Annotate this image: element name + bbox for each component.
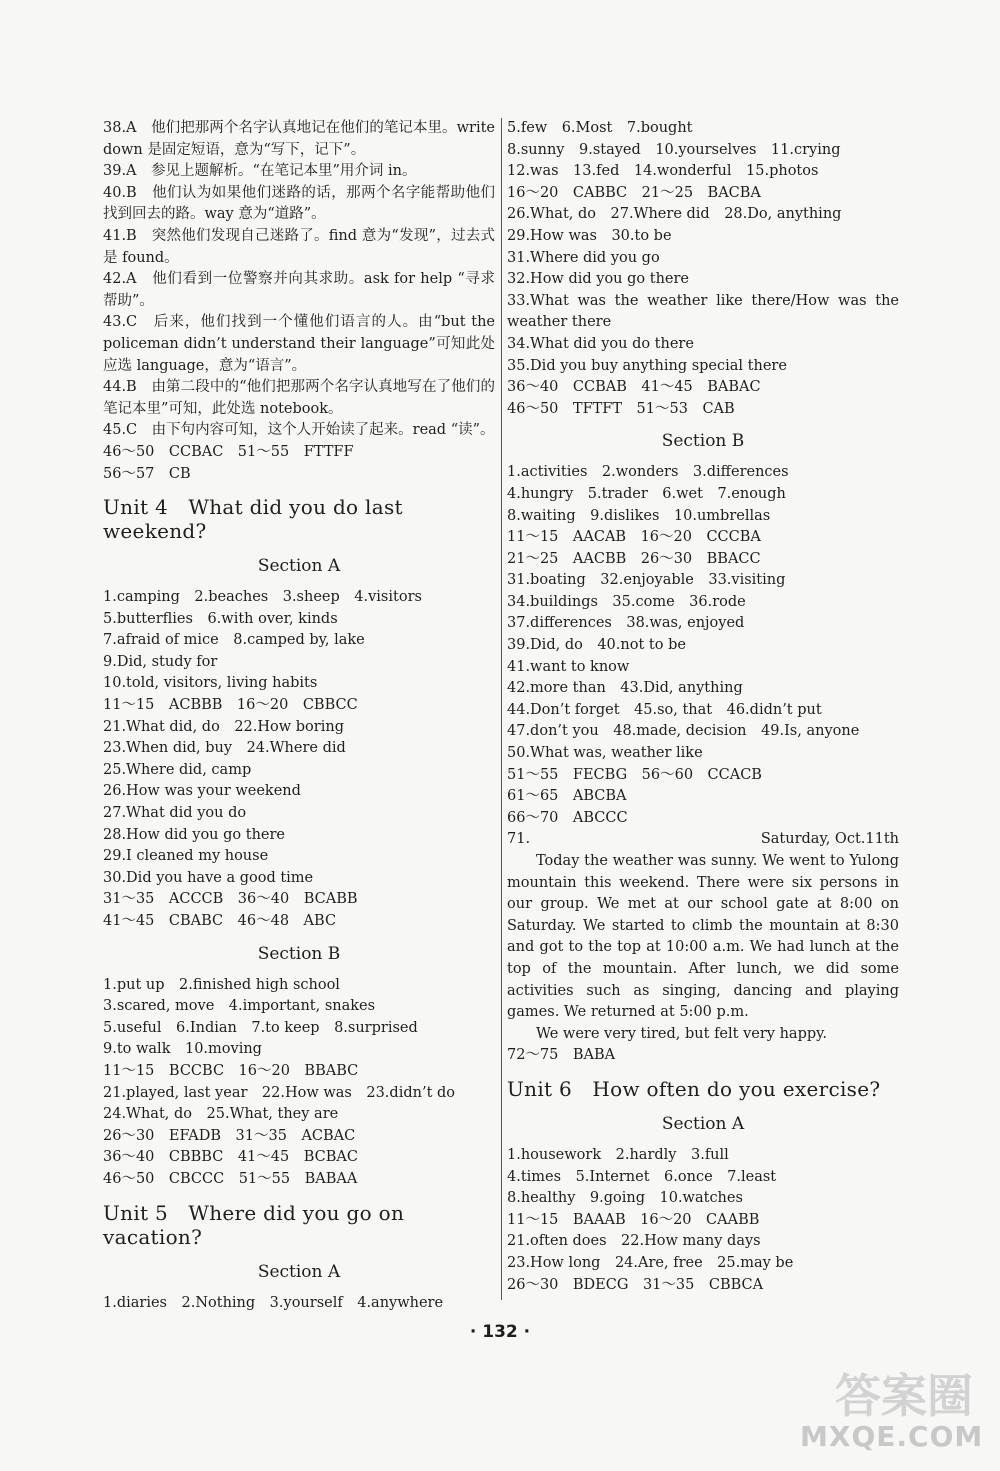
answer-explanations xyxy=(103,118,495,442)
answer-line: 23.When did, buy 24.Where did xyxy=(103,740,346,757)
question-71-label: 71. xyxy=(507,831,531,848)
answer-line: 72～75 BABA xyxy=(507,1047,616,1064)
page-number: · 132 · xyxy=(469,1322,531,1342)
unit-6-section-a-answers xyxy=(507,1145,899,1296)
answer-line: 25.Where did, camp xyxy=(103,761,252,778)
answer-line: 10.told, visitors, living habits xyxy=(103,675,318,692)
unit-4-title: Unit 4 What did you do last weekend? xyxy=(103,495,403,544)
answer-line: 30.Did you have a good time xyxy=(103,869,314,886)
answer-line: 11～15 BCCBC 16～20 BBABC xyxy=(103,1062,359,1079)
answer-line: 4.hungry 5.trader 6.wet 7.enough xyxy=(507,485,786,502)
answer-line: 4.times 5.Internet 6.once 7.least xyxy=(507,1168,777,1185)
answer-line: 26～30 EFADB 31～35 ACBAC xyxy=(103,1127,356,1144)
answer-line: 41～45 CBABC 46～48 ABC xyxy=(103,913,337,929)
unit-5-section-a-answers-continued xyxy=(507,118,899,420)
question-71-paragraph-1: Today the weather was sunny. We went to Yulong mountain this weekend. There were six persons in our group. We met at our school gate at 8:00 on Saturday. We started to climb the mountain at 8:30 and got to the top at 10:00 a.m. We had lunch at the top of the mountain. After lunch, we did some activities such as singing, dancing and playing games. We returned at 5:00 p.m. xyxy=(507,853,899,1021)
answer-line: 37.differences 38.was, enjoyed xyxy=(507,615,745,632)
answer-line: 43.C 后来，他们找到一个懂他们语言的人。由“but the policeman didn’t understand their language”可知此处应选 language，意为“语言”。 xyxy=(103,314,495,374)
answer-line: 46～50 CBCCC 51～55 BABAA xyxy=(103,1170,358,1187)
answer-line: 28.How did you go there xyxy=(103,826,286,843)
answer-line: 31.boating 32.enjoyable 33.visiting xyxy=(507,572,786,589)
answer-line: 7.afraid of mice 8.camped by, lake xyxy=(103,632,365,649)
answer-line: 41.B 突然他们发现自己迷路了。find 意为“发现”，过去式是 found。 xyxy=(103,227,495,266)
answer-line: 61～65 ABCBA xyxy=(507,788,627,805)
answer-line: 8.healthy 9.going 10.watches xyxy=(507,1190,743,1207)
answer-line: 39.Did, do 40.not to be xyxy=(507,637,686,654)
answer-line: 29.I cleaned my house xyxy=(103,848,269,865)
answer-line: 21.played, last year 22.How was 23.didn’t do xyxy=(103,1084,456,1101)
answer-line: 34.buildings 35.come 36.rode xyxy=(507,593,746,610)
answer-line: 35.Did you buy anything special there xyxy=(507,357,787,374)
answer-line: 46～50 TFTFT 51～53 CAB xyxy=(507,400,735,417)
answer-line: 9.Did, study for xyxy=(103,653,218,670)
answer-line: 11～15 BAAAB 16～20 CAABB xyxy=(507,1211,760,1228)
answer-line: 11～15 AACAB 16～20 CCCBA xyxy=(507,529,761,546)
unit-5-section-a-answers xyxy=(103,1293,495,1315)
answer-line: 47.don’t you 48.made, decision 49.Is, anyone xyxy=(507,723,860,740)
watermark: MXQE.COM xyxy=(800,1420,984,1453)
answer-line: 26.How was your weekend xyxy=(103,783,301,800)
answer-line: 41.want to know xyxy=(507,658,630,675)
answer-line: 8.sunny 9.stayed 10.yourselves 11.crying xyxy=(507,141,841,158)
answer-line: 3.scared, move 4.important, snakes xyxy=(103,998,376,1015)
answer-line: 21～25 AACBB 26～30 BBACC xyxy=(507,550,761,567)
answer-line: 42.more than 43.Did, anything xyxy=(507,680,743,697)
answer-line: 36～40 CCBAB 41～45 BABAC xyxy=(507,379,761,396)
question-71-paragraph-2: We were very tired, but felt very happy. xyxy=(536,1025,828,1042)
answer-line: 50.What was, weather like xyxy=(507,745,703,762)
answer-line: 56～57 CB xyxy=(103,465,191,482)
question-71-header xyxy=(507,829,899,851)
answer-line: 66～70 ABCCC xyxy=(507,809,628,826)
answer-line: 26～30 BDECG 31～35 CBBCA xyxy=(507,1276,764,1293)
answer-line: 1.put up 2.finished high school xyxy=(103,976,340,993)
answer-line: 29.How was 30.to be xyxy=(507,227,672,244)
answer-line: 51～55 FECBG 56～60 CCACB xyxy=(507,766,762,783)
answer-line: 44.B 由第二段中的“他们把那两个名字认真地写在了他们的笔记本里”可知，此处选 notebook。 xyxy=(103,379,495,417)
answer-line: 21.often does 22.How many days xyxy=(507,1233,761,1250)
answer-line: 16～20 CABBC 21～25 BACBA xyxy=(507,184,761,201)
unit-4-section-a-answers xyxy=(103,587,495,933)
unit-4-section-a-title: Section A xyxy=(257,556,341,577)
answer-line: 1.housework 2.hardly 3.full xyxy=(507,1146,729,1163)
answer-line: 1.activities 2.wonders 3.differences xyxy=(507,464,789,481)
unit-5-title: Unit 5 Where did you go on vacation? xyxy=(103,1200,405,1249)
unit-5-section-b-title: Section B xyxy=(661,431,745,452)
answer-line: 11～15 ACBBB 16～20 CBBCC xyxy=(103,697,358,714)
answer-list xyxy=(103,442,495,485)
unit-4-section-b-title: Section B xyxy=(257,943,341,964)
answer-line: 31～35 ACCCB 36～40 BCABB xyxy=(103,891,358,908)
left-column xyxy=(103,118,495,1314)
answer-line: 5.butterflies 6.with over, kinds xyxy=(103,610,338,627)
answer-line: 39.A 参见上题解析。“在笔记本里”用介词 in。 xyxy=(103,163,417,180)
answer-line: 38.A 他们把那两个名字认真地记在他们的笔记本里。write down 是固定短语，意为“写下，记下”。 xyxy=(103,120,495,158)
answer-line: 5.few 6.Most 7.bought xyxy=(507,120,693,136)
answer-line: 42.A 他们看到一位警察并向其求助。ask for help “寻求帮助”。 xyxy=(103,271,495,309)
answer-line: 46～50 CCBAC 51～55 FTTFF xyxy=(103,443,354,460)
answer-line: 21.What did, do 22.How boring xyxy=(103,718,344,735)
answer-line: 9.to walk 10.moving xyxy=(103,1041,262,1058)
column-divider xyxy=(501,118,502,1300)
answer-line: 40.B 他们认为如果他们迷路的话，那两个名字能帮助他们找到回去的路。way 意为“道路”。 xyxy=(103,184,495,223)
answer-line: 12.was 13.fed 14.wonderful 15.photos xyxy=(507,163,819,180)
answer-line: 1.diaries 2.Nothing 3.yourself 4.anywhere xyxy=(103,1294,444,1311)
unit-4-section-b-answers xyxy=(103,975,495,1191)
right-column xyxy=(507,118,899,1296)
answer-line: 34.What did you do there xyxy=(507,335,694,352)
question-71-date: Saturday, Oct.11th xyxy=(760,831,899,848)
unit-5-section-b-answers xyxy=(507,462,899,829)
answer-line: 24.What, do 25.What, they are xyxy=(103,1106,339,1123)
answer-line: 44.Don’t forget 45.so, that 46.didn’t put xyxy=(507,701,822,718)
unit-5-section-a-title: Section A xyxy=(257,1261,341,1282)
answer-line: 26.What, do 27.Where did 28.Do, anything xyxy=(507,206,842,223)
answer-line: 1.camping 2.beaches 3.sheep 4.visitors xyxy=(103,589,422,606)
answer-line: 33.What was the weather like there/How was the weather there xyxy=(507,292,899,331)
answer-line: 27.What did you do xyxy=(103,805,247,822)
answer-line: 8.waiting 9.dislikes 10.umbrellas xyxy=(507,507,771,524)
answer-line: 36～40 CBBBC 41～45 BCBAC xyxy=(103,1149,358,1166)
watermark-logo: 答案圈 xyxy=(835,1369,973,1423)
answer-line: 45.C 由下句内容可知，这个人开始读了起来。read “读”。 xyxy=(103,422,495,439)
unit-6-section-a-title: Section A xyxy=(661,1113,745,1134)
answer-line: 23.How long 24.Are, free 25.may be xyxy=(507,1254,794,1271)
answer-line: 31.Where did you go xyxy=(507,249,660,266)
unit-6-title: Unit 6 How often do you exercise? xyxy=(507,1076,881,1101)
answer-line: 32.How did you go there xyxy=(507,271,690,288)
answer-line: 5.useful 6.Indian 7.to keep 8.surprised xyxy=(103,1019,418,1036)
